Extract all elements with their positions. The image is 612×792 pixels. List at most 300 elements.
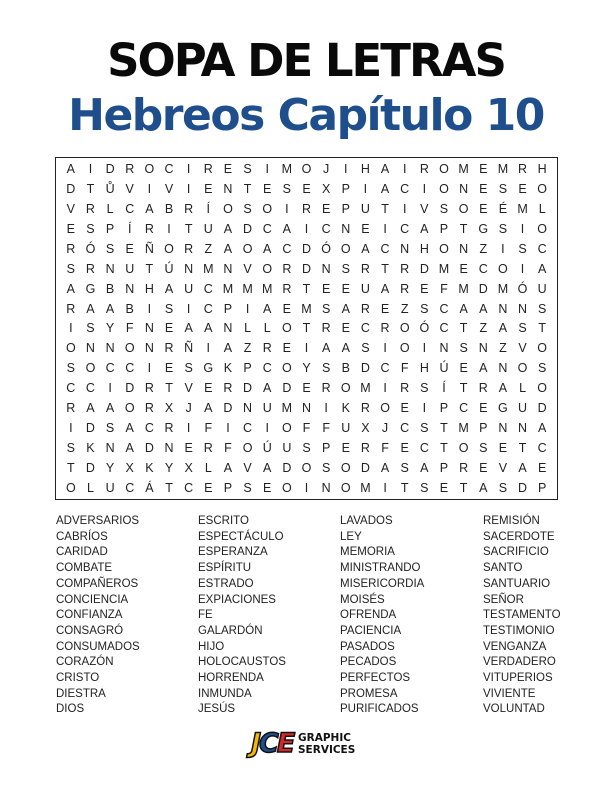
grid-letter[interactable]: M [301,301,312,316]
grid-letter[interactable]: E [439,481,449,496]
grid-letter[interactable]: Í [127,221,132,236]
grid-letter[interactable]: O [65,481,76,496]
grid-letter[interactable]: S [498,181,508,196]
grid-letter[interactable]: É [498,201,508,216]
grid-letter[interactable]: A [380,461,390,476]
grid-letter[interactable]: P [321,441,331,456]
grid-letter[interactable]: C [125,201,135,216]
grid-letter[interactable]: K [223,361,233,376]
grid-letter[interactable]: R [125,161,135,176]
grid-letter[interactable]: S [66,261,75,276]
grid-letter[interactable]: S [498,481,508,496]
grid-letter[interactable]: O [262,201,273,216]
grid-letter[interactable]: M [281,401,293,416]
grid-letter[interactable]: C [282,241,292,256]
grid-letter[interactable]: I [88,161,93,176]
grid-letter[interactable]: D [85,421,95,436]
grid-letter[interactable]: S [479,441,488,456]
grid-letter[interactable]: Z [400,301,409,316]
grid-letter[interactable]: F [322,421,330,436]
grid-letter[interactable]: S [282,181,292,196]
grid-letter[interactable]: S [420,481,429,496]
grid-letter[interactable]: A [380,281,390,296]
grid-letter[interactable]: E [125,241,134,256]
grid-letter[interactable]: R [459,461,469,476]
grid-letter[interactable]: O [281,361,292,376]
grid-letter[interactable]: R [203,161,213,176]
grid-letter[interactable]: A [164,281,174,296]
grid-letter[interactable]: Z [479,321,488,336]
grid-letter[interactable]: R [262,341,272,356]
grid-letter[interactable]: I [265,421,269,436]
grid-letter[interactable]: E [479,201,488,216]
grid-letter[interactable]: M [458,421,469,436]
grid-letter[interactable]: A [184,321,193,336]
grid-letter[interactable]: N [498,361,508,376]
grid-letter[interactable]: A [66,281,75,296]
grid-letter[interactable]: C [400,221,410,236]
grid-letter[interactable]: D [360,361,370,376]
grid-letter[interactable]: O [301,161,312,176]
grid-letter[interactable]: S [66,361,75,376]
grid-letter[interactable]: A [86,401,95,416]
grid-letter[interactable]: E [538,461,547,476]
grid-letter[interactable]: T [165,381,173,396]
grid-letter[interactable]: N [144,321,154,336]
grid-letter[interactable]: C [262,221,272,236]
grid-letter[interactable]: N [341,221,351,236]
grid-letter[interactable]: V [164,181,174,196]
grid-letter[interactable]: N [321,481,331,496]
grid-letter[interactable]: R [360,301,370,316]
grid-letter[interactable]: U [360,201,370,216]
grid-letter[interactable]: U [282,441,292,456]
grid-letter[interactable]: O [498,261,508,276]
grid-letter[interactable]: T [381,201,389,216]
grid-letter[interactable]: T [459,221,468,236]
grid-letter[interactable]: N [223,261,233,276]
grid-letter[interactable]: O [242,241,253,256]
grid-letter[interactable]: S [439,201,449,216]
grid-letter[interactable]: N [400,241,410,256]
grid-letter[interactable]: Z [243,341,252,356]
grid-letter[interactable]: R [66,301,76,316]
grid-letter[interactable]: T [440,421,448,436]
grid-letter[interactable]: N [439,341,449,356]
grid-letter[interactable]: R [282,261,292,276]
grid-letter[interactable]: O [399,321,410,336]
grid-letter[interactable]: I [501,241,505,256]
grid-letter[interactable]: R [85,201,95,216]
grid-letter[interactable]: D [282,461,292,476]
grid-letter[interactable]: I [324,401,328,416]
grid-letter[interactable]: M [242,281,253,296]
grid-letter[interactable]: E [321,281,331,296]
grid-letter[interactable]: P [538,481,547,496]
grid-letter[interactable]: R [321,381,331,396]
grid-letter[interactable]: E [204,381,213,396]
grid-letter[interactable]: E [321,201,331,216]
grid-letter[interactable]: S [66,441,75,456]
grid-letter[interactable]: N [125,281,135,296]
grid-letter[interactable]: S [518,241,527,256]
grid-letter[interactable]: N [164,441,174,456]
grid-letter[interactable]: V [498,461,508,476]
grid-letter[interactable]: N [105,341,115,356]
grid-letter[interactable]: A [380,161,390,176]
grid-letter[interactable]: O [340,381,351,396]
grid-letter[interactable]: S [321,361,331,376]
grid-letter[interactable]: S [518,321,527,336]
grid-letter[interactable]: I [226,421,230,436]
grid-letter[interactable]: D [478,281,488,296]
grid-letter[interactable]: R [518,161,528,176]
grid-letter[interactable]: F [224,441,232,456]
grid-letter[interactable]: R [66,241,76,256]
grid-letter[interactable]: S [302,441,311,456]
grid-letter[interactable]: T [243,181,252,196]
grid-letter[interactable]: D [223,401,233,416]
grid-letter[interactable]: L [86,481,94,496]
grid-letter[interactable]: E [184,441,193,456]
grid-letter[interactable]: Z [204,241,213,256]
grid-letter[interactable]: A [263,301,272,316]
grid-letter[interactable]: O [301,461,312,476]
grid-letter[interactable]: O [537,221,548,236]
grid-letter[interactable]: M [222,281,234,296]
grid-letter[interactable]: U [184,281,194,296]
grid-letter[interactable]: C [184,481,194,496]
grid-letter[interactable]: I [383,221,387,236]
grid-letter[interactable]: F [400,361,409,376]
grid-letter[interactable]: I [186,301,191,316]
grid-letter[interactable]: M [497,161,509,176]
grid-letter[interactable]: I [147,181,152,196]
grid-letter[interactable]: V [243,261,252,276]
grid-letter[interactable]: P [223,301,233,316]
grid-letter[interactable]: K [86,441,95,456]
grid-letter[interactable]: T [381,261,389,276]
grid-letter[interactable]: O [458,441,469,456]
grid-letter[interactable]: D [360,461,370,476]
grid-letter[interactable]: U [360,281,370,296]
grid-letter[interactable]: B [164,201,174,216]
grid-letter[interactable]: E [341,281,350,296]
grid-letter[interactable]: O [262,261,273,276]
grid-letter[interactable]: A [204,401,213,416]
grid-letter[interactable]: M [458,161,469,176]
grid-letter[interactable]: Ó [321,241,331,256]
grid-letter[interactable]: T [184,221,193,236]
grid-letter[interactable]: E [302,181,311,196]
grid-letter[interactable]: I [285,201,289,216]
grid-letter[interactable]: U [518,401,528,416]
grid-letter[interactable]: T [538,321,546,336]
grid-letter[interactable]: I [344,161,348,176]
grid-letter[interactable]: A [341,341,350,356]
grid-letter[interactable]: A [282,221,292,236]
grid-letter[interactable]: C [537,241,547,256]
grid-letter[interactable]: S [459,341,468,356]
grid-letter[interactable]: O [439,161,449,176]
grid-letter[interactable]: A [420,461,429,476]
grid-letter[interactable]: A [263,381,272,396]
grid-letter[interactable]: C [360,321,370,336]
grid-letter[interactable]: X [164,401,174,416]
grid-letter[interactable]: S [420,381,429,396]
grid-letter[interactable]: O [242,441,253,456]
grid-letter[interactable]: B [125,301,134,316]
grid-letter[interactable]: Ñ [144,241,154,256]
grid-letter[interactable]: B [105,281,115,296]
grid-letter[interactable]: R [400,281,410,296]
grid-letter[interactable]: S [498,221,508,236]
grid-letter[interactable]: A [518,461,527,476]
grid-letter[interactable]: C [459,401,469,416]
grid-letter[interactable]: I [147,361,152,376]
grid-letter[interactable]: P [439,221,449,236]
grid-letter[interactable]: V [125,181,134,196]
grid-letter[interactable]: S [538,361,547,376]
grid-letter[interactable]: A [361,241,370,256]
grid-letter[interactable]: R [360,261,370,276]
grid-letter[interactable]: F [125,321,134,336]
grid-letter[interactable]: E [204,181,213,196]
grid-letter[interactable]: Ú [164,261,174,276]
grid-letter[interactable]: I [304,481,309,496]
grid-letter[interactable]: R [321,321,331,336]
grid-letter[interactable]: T [66,461,75,476]
grid-letter[interactable]: O [380,401,390,416]
grid-letter[interactable]: I [422,341,427,356]
grid-letter[interactable]: D [419,261,429,276]
grid-letter[interactable]: G [478,221,489,236]
grid-letter[interactable]: S [341,261,350,276]
grid-letter[interactable]: Ó [85,241,96,256]
grid-letter[interactable]: F [204,421,213,436]
grid-letter[interactable]: C [400,181,410,196]
grid-letter[interactable]: R [478,381,488,396]
grid-letter[interactable]: E [479,401,488,416]
grid-letter[interactable]: I [383,341,387,356]
grid-letter[interactable]: T [400,481,409,496]
grid-letter[interactable]: H [144,281,154,296]
grid-letter[interactable]: C [419,441,429,456]
grid-letter[interactable]: O [439,181,449,196]
grid-letter[interactable]: S [321,301,331,316]
grid-letter[interactable]: E [302,381,311,396]
grid-letter[interactable]: R [184,241,194,256]
grid-letter[interactable]: O [281,421,292,436]
grid-letter[interactable]: F [440,281,448,296]
grid-letter[interactable]: C [400,421,410,436]
grid-letter[interactable]: E [204,481,213,496]
grid-letter[interactable]: T [302,281,311,296]
grid-letter[interactable]: C [164,161,174,176]
grid-letter[interactable]: P [105,221,115,236]
grid-letter[interactable]: I [402,201,407,216]
grid-letter[interactable]: G [203,361,214,376]
grid-letter[interactable]: N [518,421,528,436]
grid-letter[interactable]: N [478,341,488,356]
grid-letter[interactable]: L [538,201,546,216]
grid-letter[interactable]: S [86,221,95,236]
grid-letter[interactable]: O [65,341,76,356]
grid-letter[interactable]: I [383,481,387,496]
grid-letter[interactable]: D [66,181,76,196]
grid-letter[interactable]: C [203,281,213,296]
grid-letter[interactable]: T [145,261,154,276]
grid-letter[interactable]: Z [499,341,507,356]
grid-letter[interactable]: V [66,201,75,216]
grid-letter[interactable]: A [479,361,488,376]
grid-letter[interactable]: T [440,441,448,456]
grid-letter[interactable]: R [223,381,233,396]
grid-letter[interactable]: N [498,301,508,316]
grid-letter[interactable]: N [105,441,115,456]
grid-letter[interactable]: C [537,441,547,456]
grid-letter[interactable]: I [304,221,309,236]
grid-letter[interactable]: P [223,481,233,496]
grid-letter[interactable]: S [164,301,174,316]
grid-letter[interactable]: C [66,381,76,396]
grid-letter[interactable]: I [245,301,250,316]
grid-letter[interactable]: E [498,441,508,456]
grid-letter[interactable]: D [105,161,115,176]
grid-letter[interactable]: M [438,261,450,276]
grid-letter[interactable]: A [86,301,95,316]
grid-letter[interactable]: E [380,301,390,316]
grid-letter[interactable]: N [459,181,469,196]
grid-letter[interactable]: E [518,181,527,196]
grid-letter[interactable]: O [399,341,410,356]
grid-letter[interactable]: A [479,481,488,496]
grid-letter[interactable]: I [147,301,152,316]
grid-letter[interactable]: O [458,201,469,216]
grid-letter[interactable]: A [459,301,468,316]
grid-letter[interactable]: H [419,361,429,376]
grid-letter[interactable]: P [439,461,449,476]
grid-letter[interactable]: D [301,261,311,276]
grid-letter[interactable]: O [537,381,548,396]
grid-letter[interactable]: A [223,461,233,476]
grid-letter[interactable]: R [301,201,311,216]
grid-letter[interactable]: R [85,261,95,276]
grid-letter[interactable]: S [538,301,547,316]
grid-letter[interactable]: D [243,221,253,236]
grid-letter[interactable]: O [537,181,548,196]
grid-letter[interactable]: H [419,241,429,256]
grid-letter[interactable]: A [125,441,134,456]
grid-letter[interactable]: D [85,461,95,476]
grid-letter[interactable]: A [223,241,233,256]
grid-letter[interactable]: E [282,341,292,356]
grid-letter[interactable]: A [498,381,508,396]
grid-letter[interactable]: S [321,461,331,476]
grid-letter[interactable]: G [498,401,508,416]
grid-letter[interactable]: I [69,421,73,436]
grid-letter[interactable]: B [341,361,350,376]
grid-letter[interactable]: A [263,461,272,476]
grid-letter[interactable]: A [223,341,233,356]
grid-letter[interactable]: E [420,281,429,296]
grid-letter[interactable]: A [105,401,115,416]
grid-letter[interactable]: L [519,381,527,396]
grid-letter[interactable]: I [304,341,309,356]
grid-letter[interactable]: A [263,241,272,256]
grid-letter[interactable]: J [323,161,330,176]
grid-letter[interactable]: C [243,421,253,436]
grid-letter[interactable]: N [243,401,253,416]
grid-letter[interactable]: A [321,341,331,356]
grid-letter[interactable]: D [125,381,135,396]
grid-letter[interactable]: R [380,321,390,336]
grid-letter[interactable]: I [520,221,525,236]
grid-letter[interactable]: A [538,421,547,436]
grid-letter[interactable]: Ó [517,281,528,296]
grid-letter[interactable]: A [420,221,429,236]
grid-letter[interactable]: Ú [262,441,272,456]
grid-letter[interactable]: I [402,161,407,176]
grid-letter[interactable]: M [360,481,371,496]
grid-letter[interactable]: V [243,461,252,476]
grid-letter[interactable]: S [184,361,193,376]
grid-letter[interactable]: T [86,181,95,196]
grid-letter[interactable]: C [85,381,95,396]
grid-letter[interactable]: R [144,221,154,236]
grid-letter[interactable]: C [125,481,135,496]
grid-letter[interactable]: C [439,301,449,316]
grid-letter[interactable]: U [341,421,351,436]
grid-letter[interactable]: N [184,261,194,276]
grid-letter[interactable]: R [360,401,370,416]
grid-letter[interactable]: N [518,301,528,316]
grid-letter[interactable]: X [361,421,370,436]
grid-letter[interactable]: E [479,461,488,476]
grid-letter[interactable]: Ú [439,361,449,376]
grid-letter[interactable]: A [380,181,390,196]
grid-letter[interactable]: M [458,281,469,296]
grid-letter[interactable]: U [262,401,272,416]
grid-letter[interactable]: U [105,481,115,496]
grid-letter[interactable]: F [381,441,389,456]
grid-letter[interactable]: N [223,181,233,196]
grid-letter[interactable]: A [498,321,508,336]
grid-letter[interactable]: C [380,361,390,376]
grid-letter[interactable]: O [340,481,351,496]
grid-letter[interactable]: I [422,181,427,196]
grid-letter[interactable]: S [243,201,252,216]
grid-letter[interactable]: D [243,381,253,396]
grid-letter[interactable]: E [66,221,75,236]
grid-letter[interactable]: I [265,161,269,176]
grid-letter[interactable]: E [282,301,292,316]
grid-letter[interactable]: R [419,161,429,176]
grid-letter[interactable]: P [479,421,488,436]
grid-letter[interactable]: S [243,481,252,496]
grid-letter[interactable]: Í [442,381,446,396]
grid-letter[interactable]: O [223,201,233,216]
grid-letter[interactable]: E [341,441,350,456]
grid-letter[interactable]: N [85,341,95,356]
grid-letter[interactable]: Ó [419,321,430,336]
grid-letter[interactable]: O [85,361,96,376]
grid-letter[interactable]: A [204,321,213,336]
grid-letter[interactable]: R [282,281,292,296]
grid-letter[interactable]: V [420,201,429,216]
grid-letter[interactable]: O [517,361,528,376]
grid-letter[interactable]: A [538,261,547,276]
